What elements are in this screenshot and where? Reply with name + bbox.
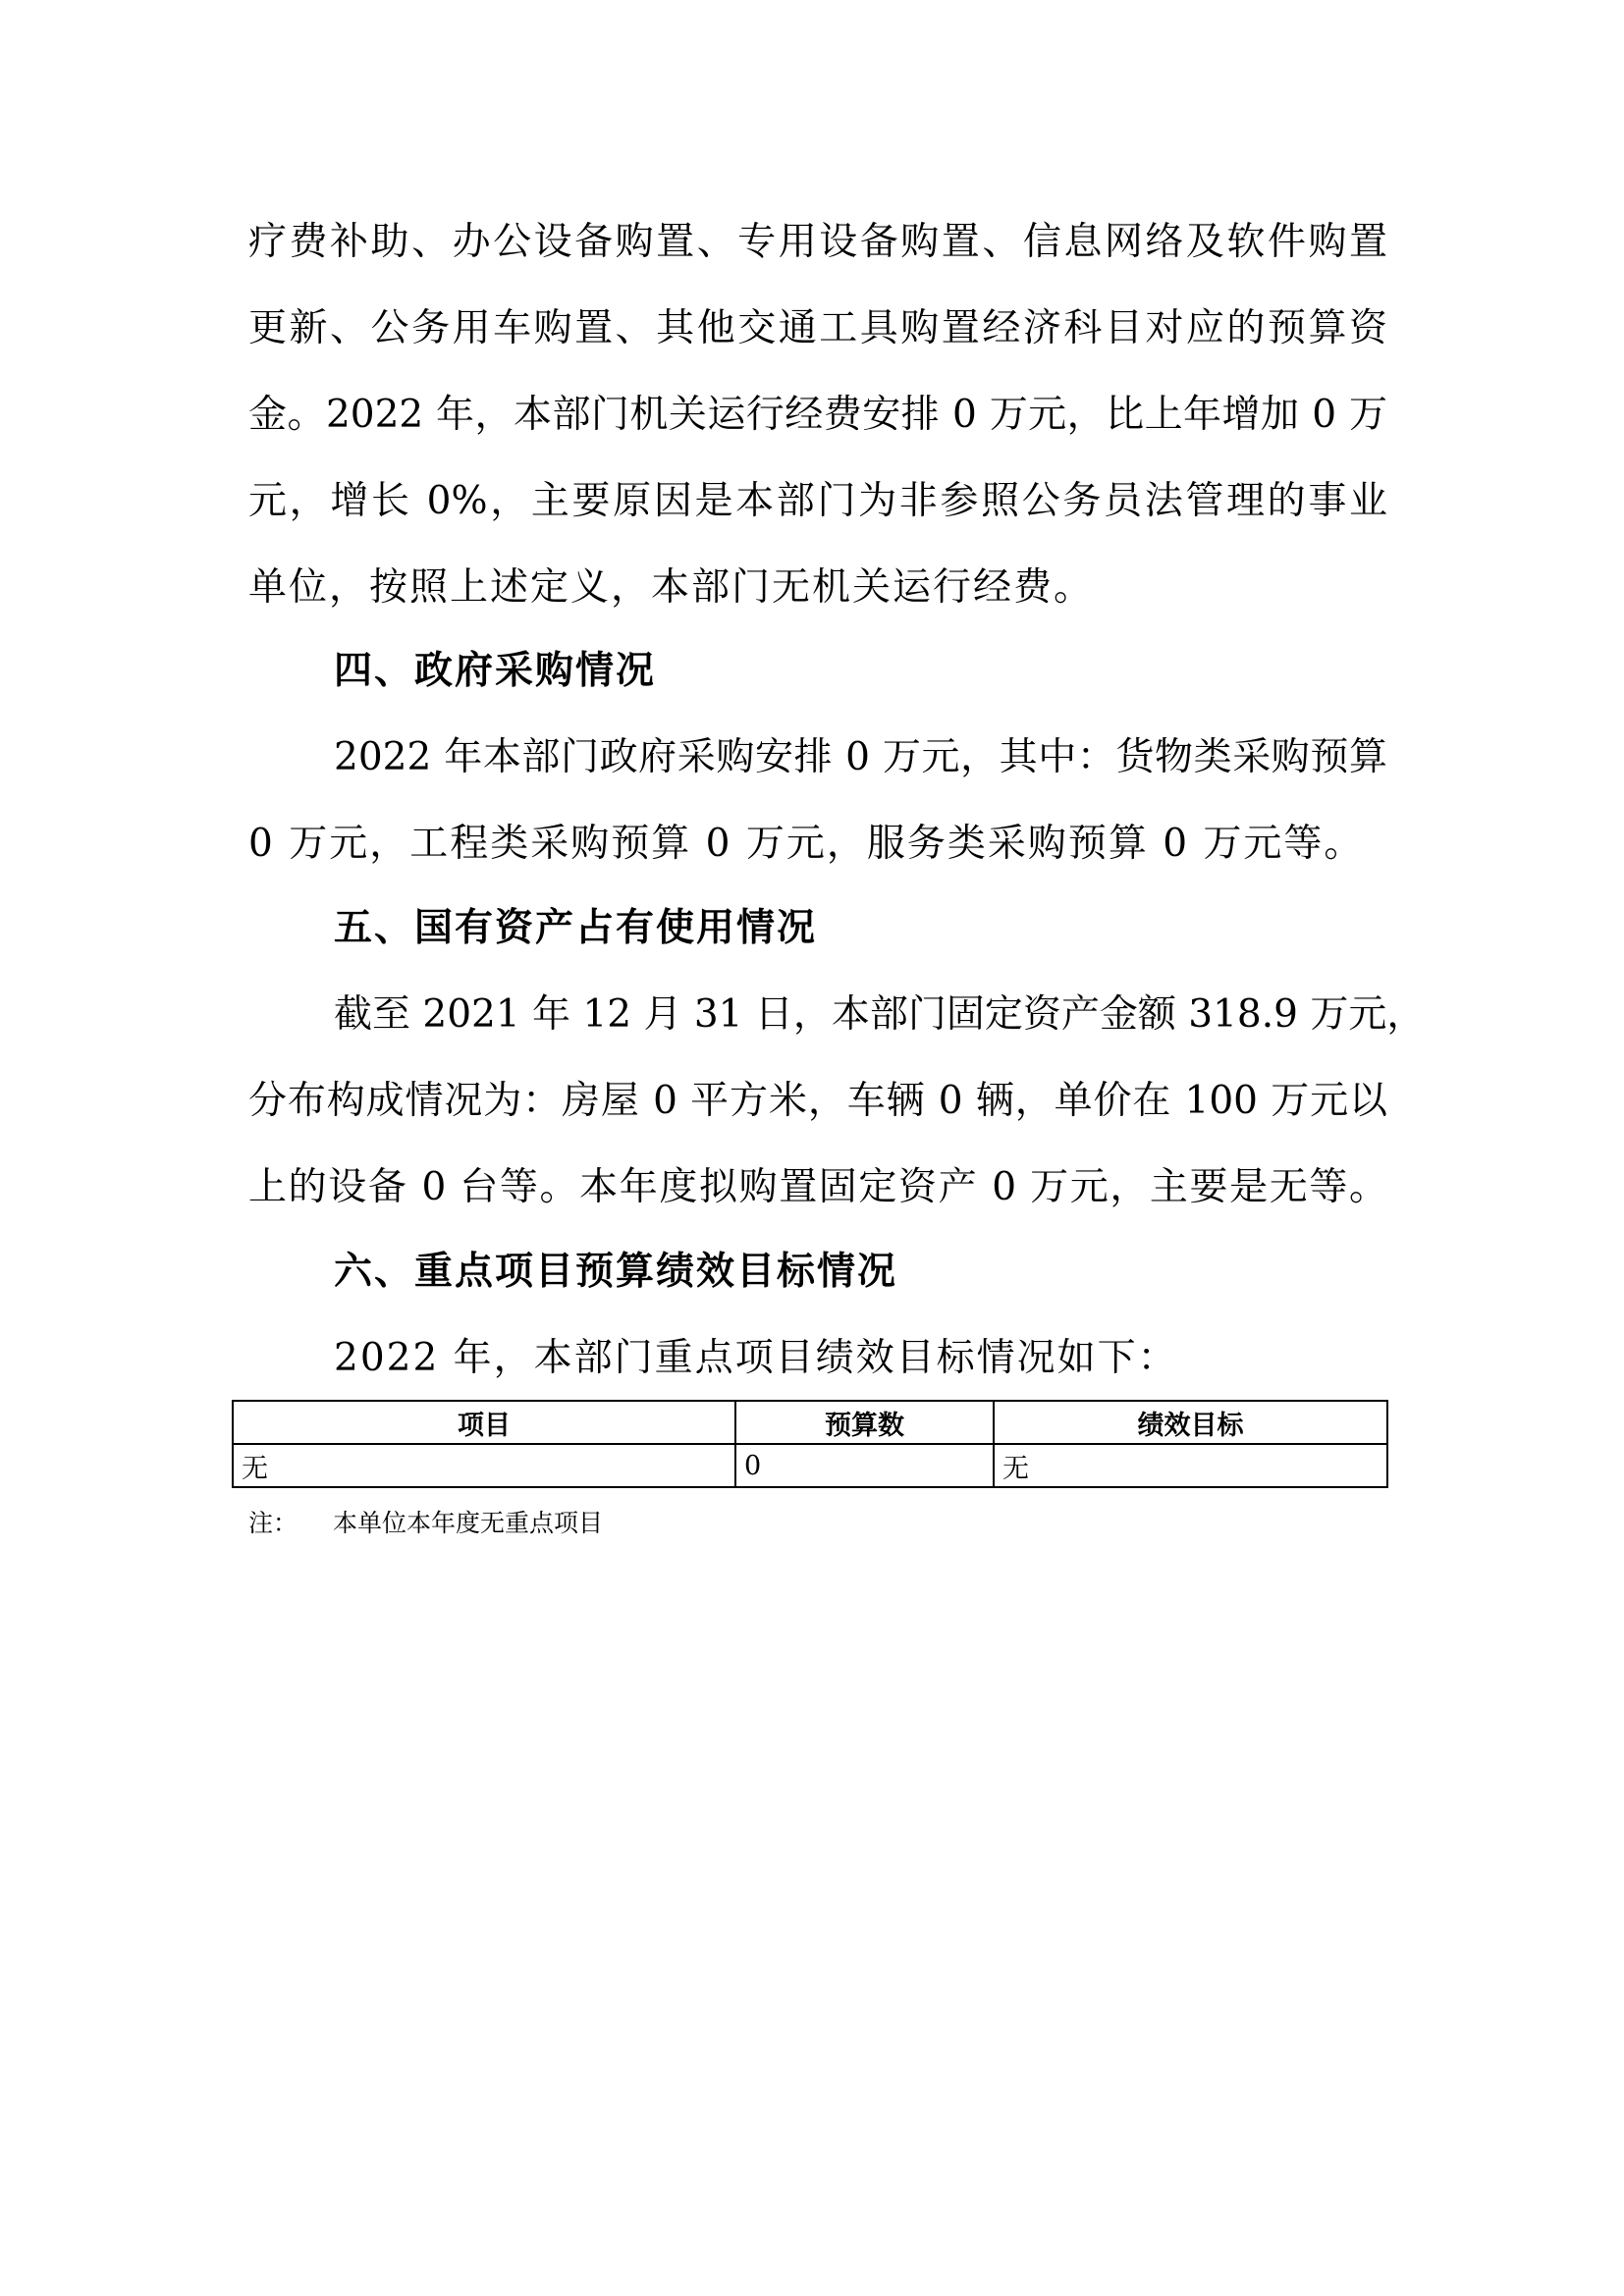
paragraph-line: 更新、公务用车购置、其他交通工具购置经济科目对应的预算资 — [248, 306, 1387, 350]
column-header-performance-goal: 绩效目标 — [994, 1401, 1387, 1444]
paragraph-line: 分布构成情况为：房屋 0 平方米，车辆 0 辆，单价在 100 万元以 — [248, 1079, 1387, 1123]
paragraph-line: 0 万元，工程类采购预算 0 万元，服务类采购预算 0 万元等。 — [248, 822, 1365, 866]
section-heading: 四、政府采购情况 — [334, 649, 657, 693]
column-header-project: 项目 — [233, 1401, 735, 1444]
cell-project: 无 — [233, 1444, 735, 1487]
table-note — [248, 1507, 603, 1540]
paragraph-line: 上的设备 0 台等。本年度拟购置固定资产 0 万元，主要是无等。 — [248, 1165, 1387, 1209]
note-text: 本单位本年度无重点项目 — [333, 1509, 604, 1537]
table-row — [233, 1444, 1387, 1487]
column-header-budget: 预算数 — [735, 1401, 994, 1444]
paragraph-line: 元，增长 0%，主要原因是本部门为非参照公务员法管理的事业 — [248, 479, 1387, 523]
key-project-table — [232, 1400, 1388, 1488]
paragraph-line: 金。2022 年，本部门机关运行经费安排 0 万元，比上年增加 0 万 — [248, 393, 1387, 437]
note-label: 注： — [248, 1509, 298, 1537]
paragraph-line: 2022 年，本部门重点项目绩效目标情况如下： — [334, 1336, 1178, 1380]
cell-performance-goal: 无 — [994, 1444, 1387, 1487]
paragraph-line: 2022 年本部门政府采购安排 0 万元，其中：货物类采购预算 — [334, 735, 1387, 779]
section-heading: 五、国有资产占有使用情况 — [334, 906, 818, 950]
table-header-row — [233, 1401, 1387, 1444]
paragraph-line: 单位，按照上述定义，本部门无机关运行经费。 — [248, 565, 1095, 610]
section-heading: 六、重点项目预算绩效目标情况 — [334, 1250, 898, 1294]
paragraph-line: 疗费补助、办公设备购置、专用设备购置、信息网络及软件购置 — [248, 220, 1387, 264]
cell-budget: 0 — [735, 1444, 994, 1487]
paragraph-line: 截至 2021 年 12 月 31 日，本部门固定资产金额 318.9 万元， — [334, 992, 1426, 1037]
